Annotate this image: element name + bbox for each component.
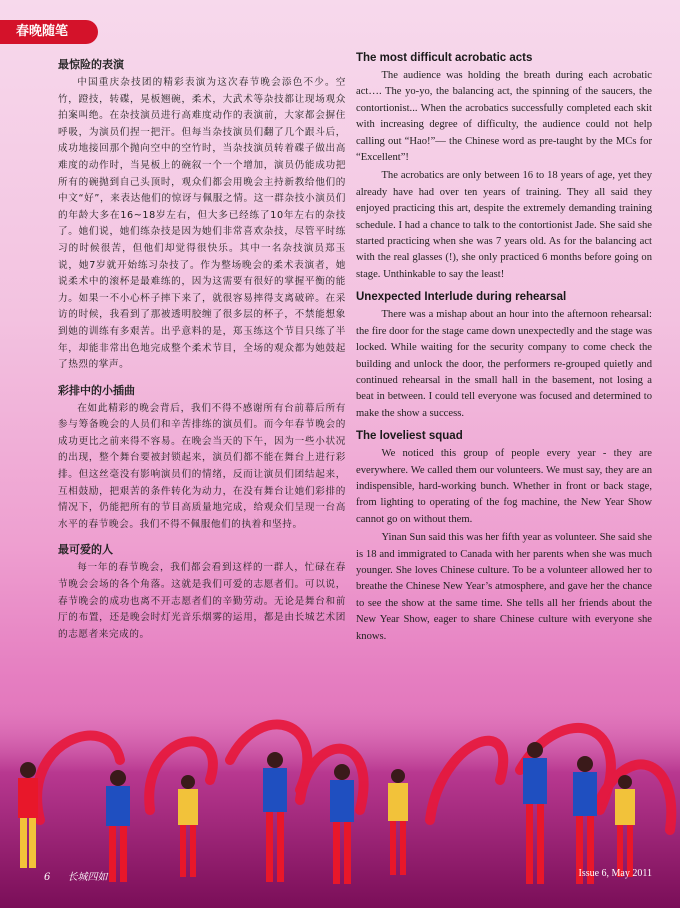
issue-label: Issue 6, May 2011 <box>578 868 652 879</box>
en-paragraph-volunteers-2: Yinan Sun said this was her fifth year as volunteer. She said she is 18 and immigrated to Canada with her parents when she was much younger. She loves Chinese culture. To be a volunteer allowed her to breathe the Chinese New Year’s atmosphere, and gave her the chance to see the show at the same time. She tells all her friends about the New Year Show, eager to share Chinese culture with everyone she knows. <box>356 532 652 642</box>
section-tab: 春晚随笔 <box>0 20 98 44</box>
page-number: 6 <box>44 872 51 883</box>
en-paragraph-acrobatics-1: The audience was holding the breath during each acrobatic act…. The yo-yo, the balancing act, the spinning of the saucers, the contortionist... When the acrobatics successfully completed each skit with increasing degree of difficulty, the audience could not help calling out “Hao!”— the Chinese word as pre-taught by the MCs for “Excellent”! <box>356 70 652 164</box>
en-paragraph-acrobatics-2: The acrobatics are only between 16 to 18 years of age, yet they already have had over ten years of training. They all said they enjoyed practicing this art, despite the extremely demanding training schedule. I had a chance to talk to the contortionist Jade. She said she started practicing when she was 7 years old. As for the balancing act with the real glasses (!), she only practiced 6 months before going on stage. Unthinkable to say the least! <box>356 170 652 280</box>
en-heading-volunteers: The loveliest squad <box>356 430 463 443</box>
footer-left <box>44 868 108 883</box>
zh-heading-rehearsal: 彩排中的小插曲 <box>58 383 135 397</box>
zh-paragraph-acrobatics: 中国重庆杂技团的精彩表演为这次春节晚会添色不少。空竹，蹬技，转碟，晃板翘碗，柔术，大武术等杂技都让现场观众拍案叫绝。在杂技演员进行高难度动作的表演前，大家都会摒住呼吸，为演员们捏一把汗。但每当杂技演员们翻了几个跟斗后，成功地接回那个抛向空中的空竹时，当杂技演员转着碟子做出高难度的动作时，当晃板上的碗叙一个一个增加，演员仍能成功把所有的碗抛到自己头顶时，观众们都会用晚会主持新教给他们的中文“好”，来表达他们的惊讶与佩服之情。这一群杂技小演员们的年龄大多在16~18岁左右，但大多已经练了10年左右的杂技了。她们说，她们练杂技是因为她们非常喜欢杂技，尽管平时练习的时候很苦，但他们却觉得很快乐。其中一名杂技演员郑玉说，她7岁就开始练习杂技了。作为整场晚会的柔术表演者，她说柔术中的滚杯是最难练的，因为这需要有很好的掌握平衡的能力。如果一不小心杯子摔下来了，就很容易摔得支离破碎。在采访的时候，我看到了那被透明胶缠了很多层的杯子，不禁能想象到她的训练有多艰苦。出乎意料的是，郑玉练这个节目只练了半年，却能非常出色地完成整个柔术节目，全场的观众都为她鼓起了热烈的掌声。 <box>58 77 346 371</box>
zh-heading-volunteers: 最可爱的人 <box>58 543 113 557</box>
zh-heading-acrobatics: 最惊险的表演 <box>58 58 124 71</box>
english-column <box>356 52 652 647</box>
en-heading-rehearsal: Unexpected Interlude during rehearsal <box>356 291 567 304</box>
en-paragraph-volunteers-1: We noticed this group of people every year - they are everywhere. We called them our volunteers. We must say, they are an indispensible, hard-working bunch. Whether in front or back stage, from lighting to operating of the fog machine, the New Year Show cannot go on without them. <box>356 448 652 525</box>
en-paragraph-rehearsal: There was a mishap about an hour into the afternoon rehearsal: the fire door for the stage came down unexpectedly and the stage was locked. While waiting for the security company to come check the building and unlock the door, the performers re-grouped quietly and continued rehearsal in the small hall in the basement, not losing a beat in between. I could tell everyone was focused and determined to make the show a success. <box>356 309 652 419</box>
chinese-column <box>58 52 346 651</box>
magazine-name: 长城四如 <box>67 872 108 883</box>
zh-paragraph-volunteers: 每一年的春节晚会，我们都会看到这样的一群人，忙碌在春节晚会会场的各个角落。这就是我们可爱的志愿者们。可以说，春节晚会的成功也离不开志愿者们的辛勤劳动。无论是舞台和前厅的布置，还是晚会时灯光音乐烟雾的运用，都是由长城艺术团的志愿者来完成的。 <box>58 562 346 640</box>
en-heading-acrobatics: The most difficult acrobatic acts <box>356 52 533 64</box>
zh-paragraph-rehearsal: 在如此精彩的晚会背后，我们不得不感谢所有台前幕后所有参与筹备晚会的人员们和辛苦排练的演员们。而今年春节晚会的成功更比之前来得不容易。在晚会当天的下午，因为一些小状况的出现，整个舞台要被封锁起来，演员们都不能在舞台上进行彩排。但这丝毫没有影响演员们的情绪，反而让演员们团结起来，互相鼓励，把艰苦的条件转化为动力，在没有舞台让她们彩排的情况下，仍能把所有的节目高质量地完成，给观众们呈现一台高水平的春节晚会。我们不得不佩服他们的执着和坚持。 <box>58 402 346 530</box>
